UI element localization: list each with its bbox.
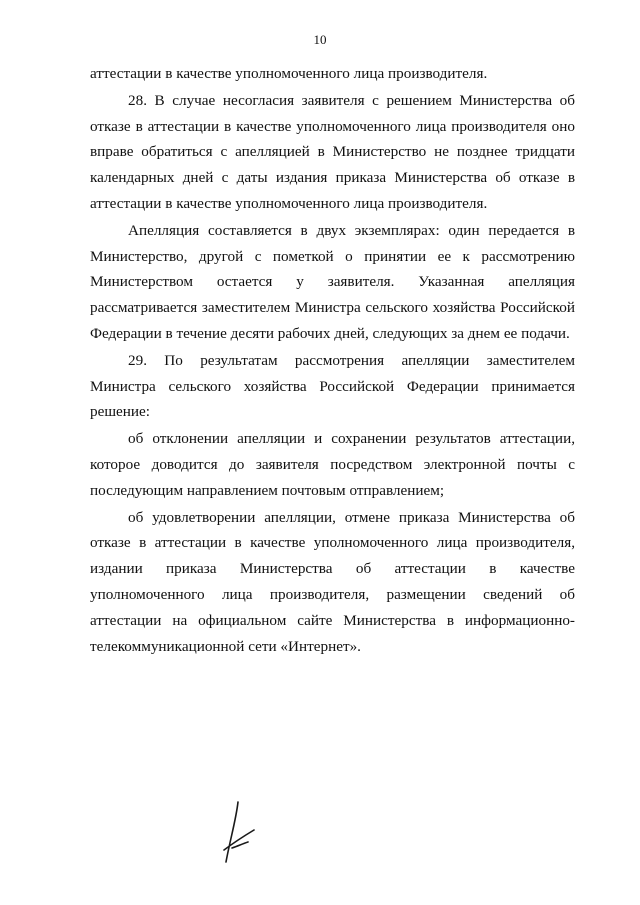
paragraph-appeal: Апелляция составляется в двух экземплярах: один передается в Министерство, другой с пометкой о принятии ее к рассмотрению Министерством остается у заявителя. Указанная апелляция рассматривается заместителем Министра сельского хозяйства Российской Федерации в течение десяти рабочих дней, следующих за днем ее подачи. bbox=[90, 221, 575, 342]
paragraph-item-28: 28. В случае несогласия заявителя с решением Министерства об отказе в аттестации в качестве уполномоченного лица производителя оно вправе обратиться с апелляцией в Министерство не позднее тридцати календарных дней с даты издания приказа Министерства об отказе в аттестации в качестве уполномоченного лица производителя. bbox=[90, 91, 575, 212]
document-body bbox=[90, 61, 575, 659]
page-number: 10 bbox=[313, 32, 327, 47]
paragraph-satisfaction: об удовлетворении апелляции, отмене приказа Министерства об отказе в аттестации в качестве уполномоченного лица производителя, издании приказа Министерства об аттестации в качестве уполномоченного лица производителя, размещении сведений об аттестации на официальном сайте Министерства в информационно-телекоммуникационной сети «Интернет». bbox=[90, 508, 575, 655]
paragraph-continuation: аттестации в качестве уполномоченного лица производителя. bbox=[90, 65, 488, 82]
paragraph-rejection: об отклонении апелляции и сохранении результатов аттестации, которое доводится до заявителя посредством электронной почты с последующим направлением почтовым отправлением; bbox=[90, 430, 575, 499]
paragraph-item-29: 29. По результатам рассмотрения апелляции заместителем Министра сельского хозяйства Российской Федерации принимается решение: bbox=[90, 351, 575, 421]
handwritten-signature-icon bbox=[218, 800, 268, 865]
